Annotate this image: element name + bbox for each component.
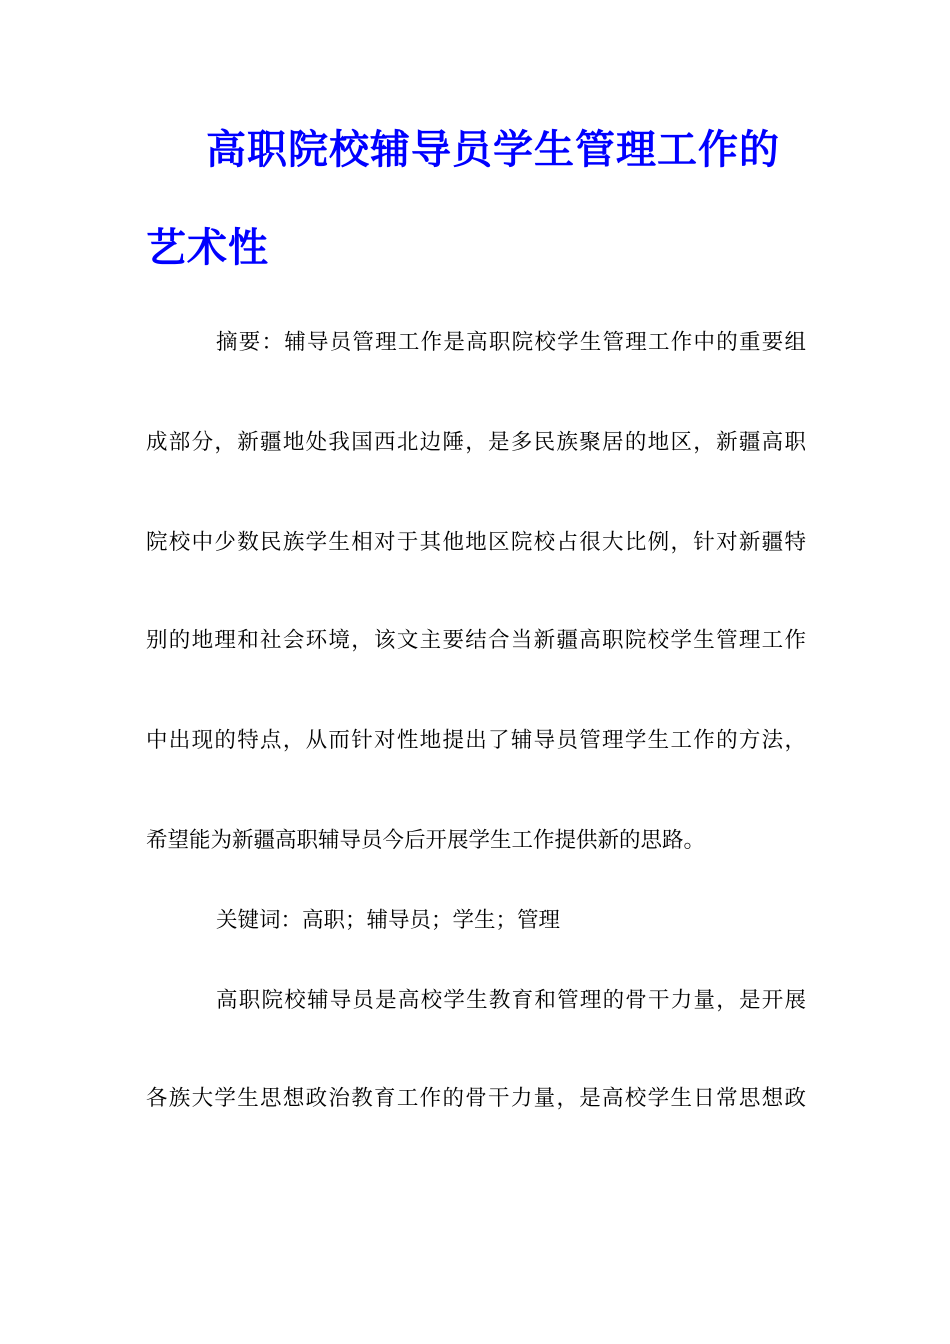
body-line-2: 各族大学生思想政治教育工作的骨干力量，是高校学生日常思想政 — [146, 1086, 806, 1111]
abstract-line-4: 别的地理和社会环境，该文主要结合当新疆高职院校学生管理工作 — [146, 628, 806, 653]
document-title-line-2: 艺术性 — [146, 225, 269, 271]
keywords-line: 关键词：高职；辅导员；学生；管理 — [216, 908, 561, 933]
abstract-line-2: 成部分，新疆地处我国西北边陲，是多民族聚居的地区，新疆高职 — [146, 430, 806, 455]
body-line-1: 高职院校辅导员是高校学生教育和管理的骨干力量，是开展 — [216, 988, 806, 1013]
document-title-line-1: 高职院校辅导员学生管理工作的 — [206, 127, 780, 173]
abstract-line-1: 摘要：辅导员管理工作是高职院校学生管理工作中的重要组 — [216, 330, 806, 355]
abstract-line-5: 中出现的特点，从而针对性地提出了辅导员管理学生工作的方法， — [146, 728, 806, 753]
abstract-line-3: 院校中少数民族学生相对于其他地区院校占很大比例，针对新疆特 — [146, 530, 806, 555]
abstract-line-6: 希望能为新疆高职辅导员今后开展学生工作提供新的思路。 — [146, 828, 706, 853]
